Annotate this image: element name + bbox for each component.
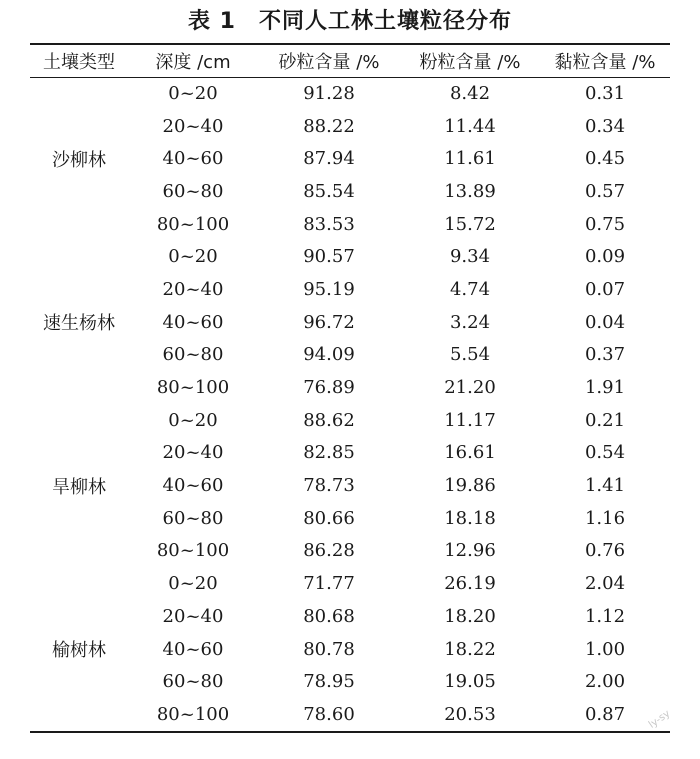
header-depth: 深度 /cm: [155, 51, 231, 73]
soil-type-cell: 榆树林: [52, 640, 106, 662]
soil-type-cell: 旱柳林: [52, 476, 106, 498]
silt-cell: 4.74: [449, 278, 491, 300]
silt-cell: 21.20: [444, 377, 496, 399]
clay-cell: 2.04: [584, 573, 626, 595]
silt-cell: 11.61: [444, 148, 496, 170]
depth-cell: 80~100: [156, 703, 230, 725]
table-title: 表 1 不同人工林土壤粒径分布: [188, 9, 512, 34]
silt-cell: 19.86: [444, 475, 496, 497]
watermark: ly-sy: [646, 708, 673, 731]
clay-cell: 0.76: [584, 540, 626, 562]
header-row: [30, 44, 670, 77]
table-row: [30, 240, 670, 273]
silt-cell: 13.89: [444, 180, 496, 202]
clay-cell: 0.87: [584, 703, 626, 725]
sand-cell: 90.57: [303, 246, 355, 268]
depth-cell: 40~60: [162, 311, 224, 333]
depth-cell: 20~40: [162, 278, 224, 300]
sand-cell: 88.22: [303, 115, 355, 137]
silt-cell: 11.44: [444, 115, 496, 137]
depth-cell: 60~80: [162, 344, 224, 366]
silt-cell: 18.20: [444, 605, 496, 627]
silt-cell: 16.61: [444, 442, 496, 464]
silt-cell: 18.18: [444, 507, 496, 529]
silt-cell: 5.54: [449, 344, 491, 366]
sand-cell: 80.78: [303, 638, 355, 660]
clay-cell: 0.07: [584, 278, 626, 300]
clay-cell: 1.16: [584, 507, 626, 529]
clay-cell: 0.21: [584, 409, 626, 431]
depth-cell: 0~20: [168, 409, 218, 431]
sand-cell: 78.60: [303, 703, 355, 725]
soil-type-cell: 沙柳林: [52, 149, 106, 171]
depth-cell: 80~100: [156, 540, 230, 562]
sand-cell: 96.72: [303, 311, 355, 333]
depth-cell: 20~40: [162, 442, 224, 464]
sand-cell: 78.95: [303, 671, 355, 693]
sand-cell: 87.94: [303, 148, 355, 170]
silt-cell: 20.53: [444, 703, 496, 725]
sand-cell: 80.66: [303, 507, 355, 529]
silt-cell: 15.72: [444, 213, 496, 235]
depth-cell: 0~20: [168, 246, 218, 268]
clay-cell: 1.12: [584, 605, 626, 627]
soil-type-cell: 速生杨林: [43, 313, 115, 335]
clay-cell: 1.00: [584, 638, 626, 660]
sand-cell: 76.89: [303, 377, 355, 399]
sand-cell: 94.09: [303, 344, 355, 366]
clay-cell: 1.91: [584, 377, 626, 399]
silt-cell: 9.34: [449, 246, 491, 268]
clay-cell: 0.31: [584, 82, 626, 104]
depth-cell: 40~60: [162, 475, 224, 497]
depth-cell: 60~80: [162, 507, 224, 529]
depth-cell: 0~20: [168, 82, 218, 104]
clay-cell: 0.54: [584, 442, 626, 464]
sand-cell: 82.85: [303, 442, 355, 464]
depth-cell: 60~80: [162, 180, 224, 202]
depth-cell: 80~100: [156, 377, 230, 399]
clay-cell: 2.00: [584, 671, 626, 693]
silt-cell: 18.22: [444, 638, 496, 660]
depth-cell: 40~60: [162, 148, 224, 170]
table-row: [30, 404, 670, 437]
sand-cell: 91.28: [303, 82, 355, 104]
sand-cell: 86.28: [303, 540, 355, 562]
clay-cell: 1.41: [584, 475, 626, 497]
clay-cell: 0.37: [584, 344, 626, 366]
sand-cell: 83.53: [303, 213, 355, 235]
sand-cell: 88.62: [303, 409, 355, 431]
sand-cell: 95.19: [303, 278, 355, 300]
clay-cell: 0.75: [584, 213, 626, 235]
silt-cell: 3.24: [449, 311, 491, 333]
header-clay: 黏粒含量 /%: [554, 51, 656, 73]
depth-cell: 60~80: [162, 671, 224, 693]
depth-cell: 20~40: [162, 115, 224, 137]
bottom-rule: [30, 731, 670, 733]
sand-cell: 71.77: [303, 573, 355, 595]
clay-cell: 0.57: [584, 180, 626, 202]
silt-cell: 11.17: [444, 409, 496, 431]
header-silt: 粉粒含量 /%: [419, 51, 521, 73]
clay-cell: 0.34: [584, 115, 626, 137]
sand-cell: 80.68: [303, 605, 355, 627]
table-body: [30, 77, 673, 731]
table-row: [30, 77, 670, 110]
silt-cell: 8.42: [449, 82, 491, 104]
clay-cell: 0.45: [584, 148, 626, 170]
depth-cell: 80~100: [156, 213, 230, 235]
header-soil-type: 土壤类型: [43, 51, 115, 73]
silt-cell: 19.05: [444, 671, 496, 693]
clay-cell: 0.09: [584, 246, 626, 268]
sand-cell: 85.54: [303, 180, 355, 202]
header-sand: 砂粒含量 /%: [278, 51, 380, 73]
clay-cell: 0.04: [584, 311, 626, 333]
silt-cell: 12.96: [444, 540, 496, 562]
table-row: [30, 567, 670, 600]
silt-cell: 26.19: [444, 573, 496, 595]
depth-cell: 0~20: [168, 573, 218, 595]
depth-cell: 40~60: [162, 638, 224, 660]
sand-cell: 78.73: [303, 475, 355, 497]
depth-cell: 20~40: [162, 605, 224, 627]
soil-particle-table: [30, 44, 673, 731]
